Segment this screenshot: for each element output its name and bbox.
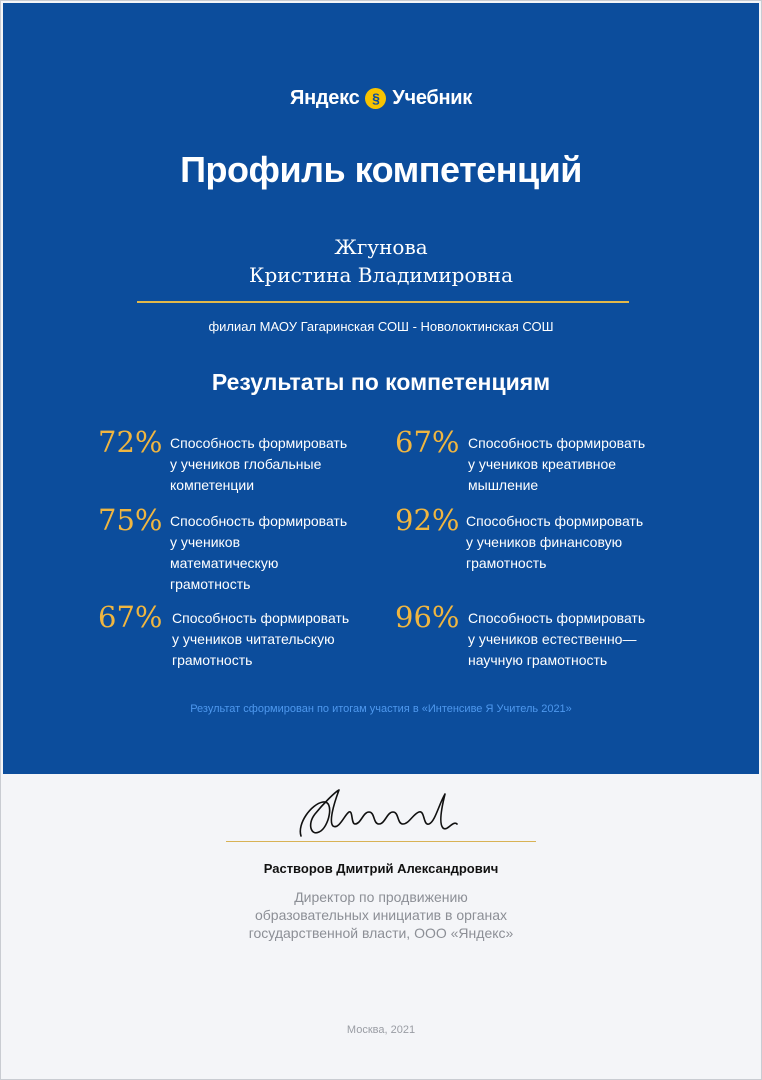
school-name: филиал МАОУ Гагаринская СОШ - Новолоктинская СОШ	[208, 319, 554, 334]
result-note: Результат сформирован по итогам участия в «Интенсиве Я Учитель 2021»	[190, 703, 572, 715]
description-line: компетенции	[170, 477, 255, 493]
city-year: Москва, 2021	[346, 1024, 416, 1036]
description-line: математическую	[170, 555, 279, 571]
description-line: грамотность	[466, 555, 547, 571]
logo-brand: Яндекс	[290, 87, 360, 109]
competency-description	[172, 608, 387, 671]
results-heading: Результаты по компетенциям	[211, 369, 551, 395]
description-line: Способность формировать	[466, 513, 644, 529]
name-divider	[137, 301, 629, 303]
coin-icon: §	[365, 88, 386, 109]
page-title: Профиль компетенций	[180, 149, 582, 190]
signature-image	[289, 784, 469, 846]
competency-percent: 75%	[98, 503, 163, 537]
description-line: научную грамотность	[468, 652, 608, 668]
competency-description	[468, 608, 683, 671]
participant-surname: Жгунова	[334, 235, 428, 259]
description-line: Способность формировать	[468, 610, 646, 626]
header-panel	[3, 3, 759, 774]
competency-description	[468, 433, 683, 496]
role-line: образовательных инициатив в органах	[255, 907, 507, 923]
description-line: у учеников естественно—	[468, 631, 637, 647]
competency-description	[170, 433, 385, 496]
competency-percent: 96%	[395, 600, 460, 634]
description-line: у учеников финансовую	[466, 534, 623, 550]
competency-percent: 67%	[98, 600, 163, 634]
competency-description	[170, 511, 385, 595]
description-line: Способность формировать	[170, 435, 348, 451]
role-line: государственной власти, ООО «Яндекс»	[248, 925, 514, 941]
competency-percent: 72%	[98, 425, 163, 459]
description-line: у учеников читательскую	[172, 631, 335, 647]
role-line: Директор по продвижению	[294, 889, 468, 905]
participant-name	[3, 233, 759, 289]
signer-name: Растворов Дмитрий Александрович	[263, 861, 499, 876]
competency-percent: 92%	[395, 503, 460, 537]
description-line: у учеников	[170, 534, 241, 550]
logo-product: Учебник	[392, 87, 472, 109]
yandex-textbook-logo	[3, 87, 759, 110]
signer-role	[1, 888, 761, 942]
description-line: Способность формировать	[170, 513, 348, 529]
description-line: грамотность	[172, 652, 253, 668]
signature-line	[226, 841, 536, 842]
competency-percent: 67%	[395, 425, 460, 459]
description-line: у учеников глобальные	[170, 456, 322, 472]
description-line: Способность формировать	[172, 610, 350, 626]
description-line: у учеников креативное	[468, 456, 617, 472]
description-line: Способность формировать	[468, 435, 646, 451]
participant-given-names: Кристина Владимировна	[248, 263, 514, 287]
description-line: грамотность	[170, 576, 251, 592]
competency-description	[466, 511, 681, 574]
description-line: мышление	[468, 477, 539, 493]
